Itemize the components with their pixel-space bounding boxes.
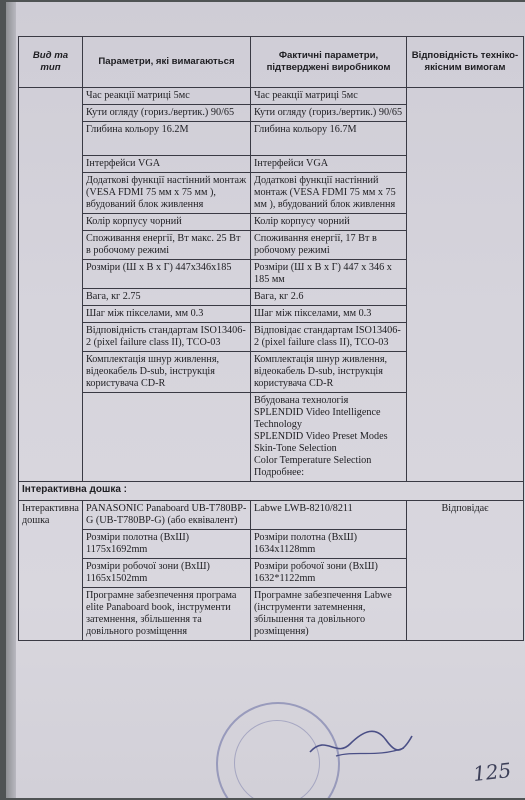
actual-cell: Глибина кольору 16.7M [251, 122, 407, 156]
actual-cell: Додаткові функції настінний монтаж (VESA FDMI 75 мм x 75 мм ), вбудований блок живлення [251, 173, 407, 214]
required-cell: Розміри (Ш x В x Г) 447x346x185 [83, 260, 251, 289]
extra-line: Вбудована технологія [254, 395, 349, 406]
required-cell: Відповідність стандартам ISO13406-2 (pixel failure class II), TCO-03 [83, 323, 251, 352]
actual-cell: Час реакції матриці 5мс [251, 88, 407, 105]
actual-cell: Розміри (Ш x В x Г) 447 x 346 x 185 мм [251, 260, 407, 289]
actual-cell: Комплектація шнур живлення, відеокабель D-sub, інструкція користувача CD-R [251, 352, 407, 393]
actual-cell: Програмне забезпечення Labwe (інструменти затемнення, збільшення та довільного розміщення) [251, 588, 407, 641]
specification-table [18, 36, 524, 641]
actual-cell: Колір корпусу чорний [251, 214, 407, 231]
actual-cell: Вага, кг 2.6 [251, 289, 407, 306]
page-number: 125 [471, 758, 513, 786]
actual-cell: Розміри полотна (ВхШ) 1634x1128mm [251, 530, 407, 559]
required-cell: Комплектація шнур живлення, відеокабель D-sub, інструкція користувача CD-R [83, 352, 251, 393]
monitor-type-cell [19, 88, 83, 482]
extra-line: Подробнее: [254, 467, 305, 478]
binding-edge [6, 2, 16, 798]
required-cell: Глибина кольору 16.2M [83, 122, 251, 156]
required-cell: Інтерфейси VGA [83, 156, 251, 173]
actual-cell: Labwe LWB-8210/8211 [251, 501, 407, 530]
required-cell: Розміри полотна (ВхШ) 1175x1692mm [83, 530, 251, 559]
header-actual: Фактичні параметри, підтверджені виробником [251, 37, 407, 88]
table-row [19, 88, 524, 105]
required-cell: Вага, кг 2.75 [83, 289, 251, 306]
required-cell: Програмне забезпечення програма elite Panaboard book, інструменти затемнення, збільшення та довільного розміщення [83, 588, 251, 641]
header-required: Параметри, які вимагаються [83, 37, 251, 88]
actual-cell: Кути огляду (гориз./вертик.) 90/65 [251, 105, 407, 122]
header-compliance: Відповідність техніко-якісним вимогам [407, 37, 524, 88]
required-cell: PANASONIC Panaboard UB-T780BP-G (UB-T780BP-G) (або еквівалент) [83, 501, 251, 530]
actual-cell: Розміри робочої зони (ВхШ) 1632*1122mm [251, 559, 407, 588]
required-cell: Шаг між пікселами, мм 0.3 [83, 306, 251, 323]
board-section-title: Інтерактивна дошка : [19, 482, 524, 501]
actual-cell: Відповідає стандартам ISO13406-2 (pixel failure class II), TCO-03 [251, 323, 407, 352]
required-cell: Розміри робочої зони (ВхШ) 1165x1502mm [83, 559, 251, 588]
extra-line: SPLENDID Video Intelligence Technology [254, 407, 381, 430]
table-row [19, 501, 524, 530]
required-cell: Кути огляду (гориз./вертик.) 90/65 [83, 105, 251, 122]
required-cell: Колір корпусу чорний [83, 214, 251, 231]
required-cell: Час реакції матриці 5мс [83, 88, 251, 105]
monitor-compliance-cell [407, 88, 524, 482]
table-header-row [19, 37, 524, 88]
document-page [6, 2, 525, 798]
signature [306, 714, 416, 764]
section-row [19, 482, 524, 501]
header-type: Вид та тип [19, 37, 83, 88]
required-cell: Споживання енергії, Вт макс. 25 Вт в робочому режимі [83, 231, 251, 260]
actual-cell: Споживання енергії, 17 Вт в робочому режимі [251, 231, 407, 260]
board-type-cell: Інтерактивна дошка [19, 501, 83, 641]
extra-line: SPLENDID Video Preset Modes [254, 431, 388, 442]
extra-line: Color Temperature Selection [254, 455, 372, 466]
extra-features-cell [251, 393, 407, 482]
actual-cell: Інтерфейси VGA [251, 156, 407, 173]
required-cell [83, 393, 251, 482]
required-cell: Додаткові функції настінний монтаж (VESA FDMI 75 мм x 75 мм ), вбудований блок живлення [83, 173, 251, 214]
board-compliance-cell: Відповідає [407, 501, 524, 641]
actual-cell: Шаг між пікселами, мм 0.3 [251, 306, 407, 323]
extra-line: Skin-Tone Selection [254, 443, 337, 454]
